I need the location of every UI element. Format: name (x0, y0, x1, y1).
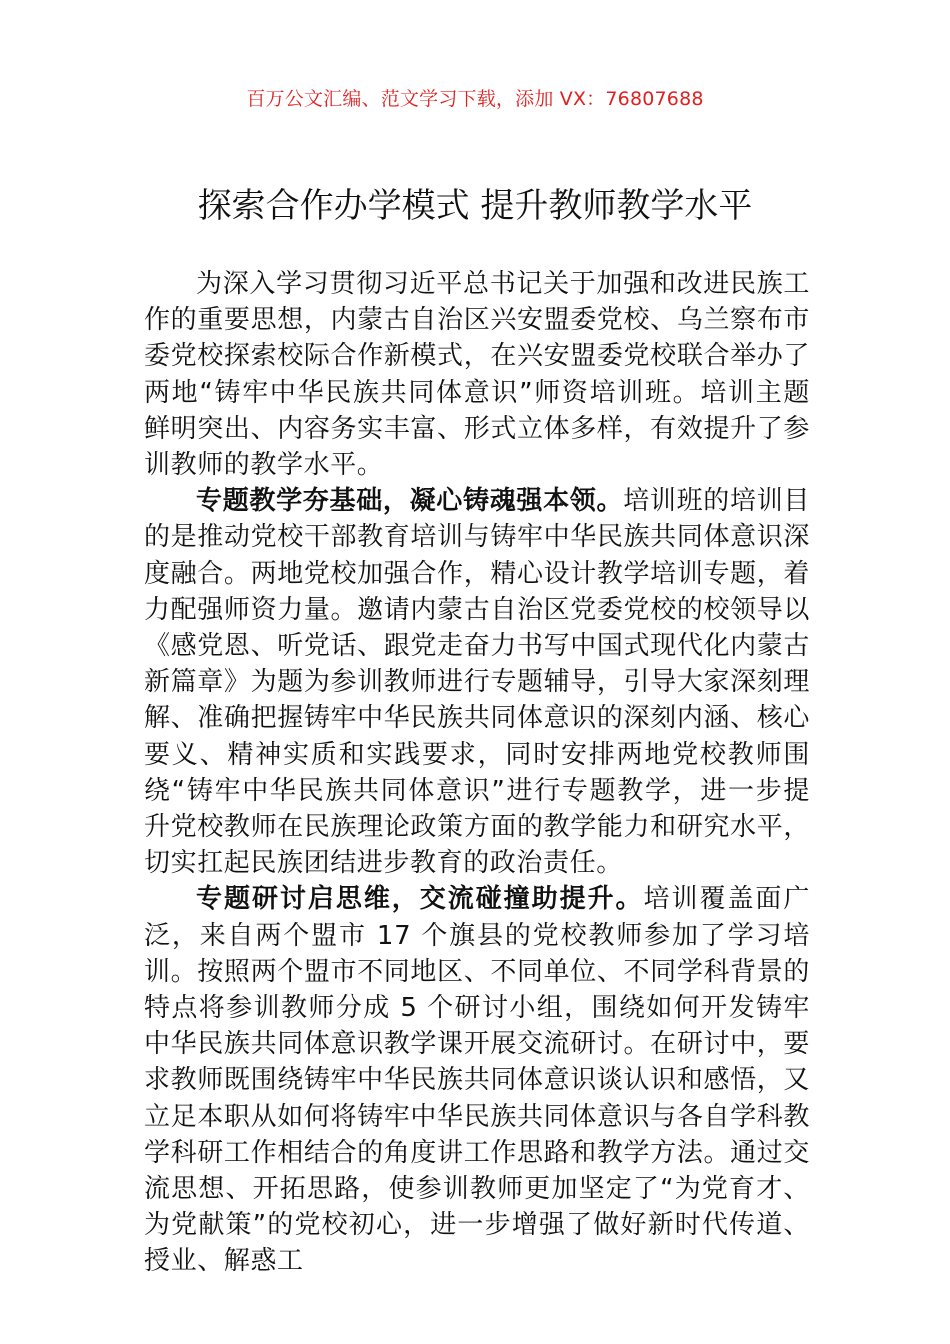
paragraph-text: 为深入学习贯彻习近平总书记关于加强和改进民族工作的重要思想，内蒙古自治区兴安盟委党校、乌兰察布市委党校探索校际合作新模式，在兴安盟委党校联合举办了两地“铸牢中华民族共同体意识”师资培训班。培训主题鲜明突出、内容务实丰富、形式立体多样，有效提升了参训教师的教学水平。 (144, 269, 810, 481)
paragraph (144, 881, 810, 1279)
paragraph-text: 培训覆盖面广泛，来自两个盟市 17 个旗县的党校教师参加了学习培训。按照两个盟市不同地区、不同单位、不同学科背景的特点将参训教师分成 5 个研讨小组，围绕如何开发铸牢中华民族共同体意识教学课开展交流研讨。在研讨中，要求教师既围绕铸牢中华民族共同体意识谈认识和感悟，又立足本职从如何将铸牢中华民族共同体意识与各自学科教学科研工作相结合的角度讲工作思路和教学方法。通过交流思想、开拓思路，使参训教师更加坚定了“为党育才、为党献策”的党校初心，进一步增强了做好新时代传道、授业、解惑工 (144, 884, 810, 1277)
paragraph-text: 培训班的培训目的是推动党校干部教育培训与铸牢中华民族共同体意识深度融合。两地党校加强合作，精心设计教学培训专题，着力配强师资力量。邀请内蒙古自治区党委党校的校领导以《感党恩、听党话、跟党走奋力书写中国式现代化内蒙古新篇章》为题为参训教师进行专题辅导，引导大家深刻理解、准确把握铸牢中华民族共同体意识的深刻内涵、核心要义、精神实质和实践要求，同时安排两地党校教师围绕“铸牢中华民族共同体意识”进行专题教学，进一步提升党校教师在民族理论政策方面的教学能力和研究水平，切实扛起民族团结进步教育的政治责任。 (144, 486, 810, 879)
header-note: 百万公文汇编、范文学习下载，添加 VX：76807688 (246, 88, 704, 110)
document-body (144, 266, 810, 1280)
paragraph (144, 266, 810, 483)
paragraph-lead: 专题教学夯基础，凝心铸魂强本领。 (196, 486, 624, 517)
paragraph (144, 483, 810, 881)
document-title: 探索合作办学模式 提升教师教学水平 (197, 186, 753, 226)
paragraph-lead: 专题研讨启思维，交流碰撞助提升。 (196, 884, 644, 915)
